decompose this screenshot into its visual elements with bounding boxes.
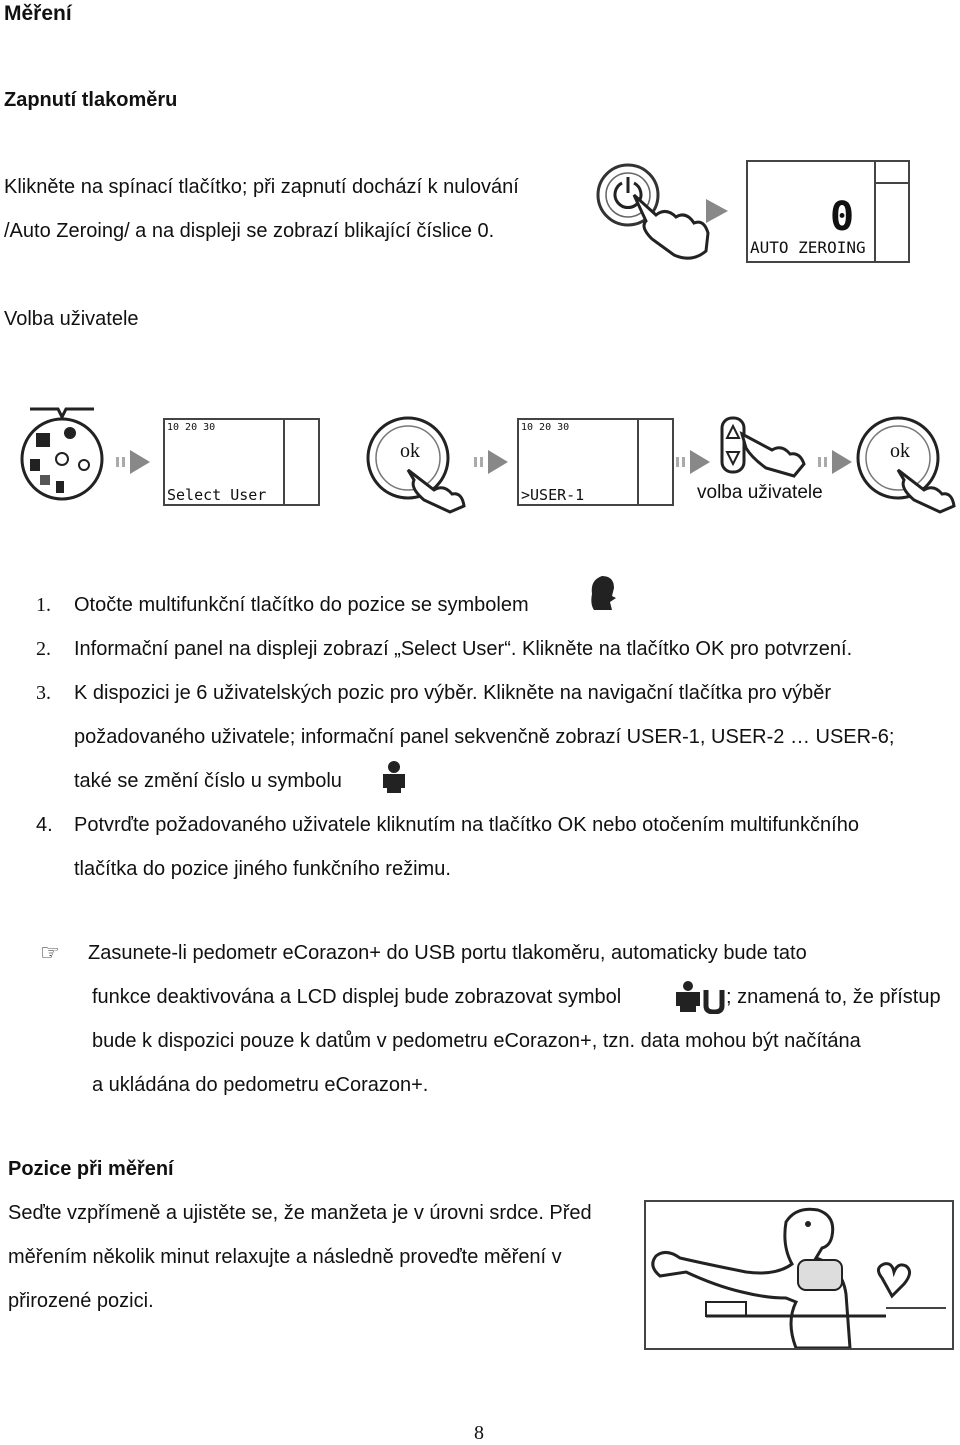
paragraph-line: Klikněte na spínací tlačítko; při zapnutí dochází k nulování — [4, 176, 519, 198]
section-heading-power-on: Zapnutí tlakoměru — [4, 89, 178, 111]
section-heading-user-select: Volba uživatele — [4, 308, 139, 330]
ok-button-press-illustration — [364, 414, 468, 514]
pointing-hand-icon: ☞ — [40, 940, 60, 965]
navigation-buttons-illustration — [718, 414, 808, 484]
arrow-right-icon — [474, 447, 514, 477]
note-line: ; znamená to, že přístup — [726, 986, 941, 1008]
multifunction-dial-illustration — [18, 403, 106, 503]
note-line: bude k dispozici pouze k datům v pedometru eCorazon+, tzn. data mohou být načítána — [92, 1030, 861, 1052]
lcd-label: Select User — [167, 486, 267, 504]
paragraph-line: Seďte vzpřímeně a ujistěte se, že manžeta je v úrovni srdce. Před — [8, 1202, 592, 1224]
note-line: funkce deaktivována a LCD displej bude zobrazovat symbol — [92, 986, 622, 1008]
user-icon — [380, 760, 408, 794]
paragraph-line: přirozené pozici. — [8, 1290, 154, 1312]
ok-label: ok — [400, 440, 420, 462]
page-number: 8 — [474, 1422, 484, 1444]
lcd-time: 10 20 30 — [167, 422, 216, 433]
user-usb-icon — [674, 980, 728, 1014]
lcd-digit: 0 — [830, 194, 855, 240]
list-item: Potvrďte požadovaného uživatele kliknutím na tlačítko OK nebo otočením multifunkčního — [74, 814, 859, 836]
arrow-right-icon — [116, 447, 156, 477]
lcd-label: AUTO ZEROING — [750, 238, 866, 257]
user-select-caption: volba uživatele — [697, 482, 823, 503]
lcd-label: >USER-1 — [521, 486, 585, 504]
paragraph-line: měřením několik minut relaxujte a následně proveďte měření v — [8, 1246, 562, 1268]
list-item: Informační panel na displeji zobrazí „Select User“. Klikněte na tlačítko OK pro potvrzení. — [74, 638, 853, 660]
arrow-right-icon — [676, 447, 716, 477]
ok-label: ok — [890, 440, 910, 462]
list-number: 4. — [36, 814, 53, 836]
lcd-display-select-user — [163, 418, 320, 506]
note-line: Zasunete-li pedometr eCorazon+ do USB portu tlakoměru, automaticky bude tato — [88, 942, 807, 964]
page-title: Měření — [4, 2, 72, 25]
list-number: 1. — [36, 594, 51, 616]
list-item: Otočte multifunkční tlačítko do pozice se symbolem — [74, 594, 529, 616]
lcd-display-user-1 — [517, 418, 674, 506]
list-number: 3. — [36, 682, 51, 704]
paragraph-line: /Auto Zeroing/ a na displeji se zobrazí blikající číslice 0. — [4, 220, 495, 242]
lcd-time: 10 20 30 — [521, 422, 570, 433]
lcd-display-auto-zeroing — [746, 160, 910, 263]
user-profile-head-icon — [588, 574, 618, 614]
list-item-continuation: tlačítka do pozice jiného funkčního režimu. — [74, 858, 451, 880]
section-heading-position: Pozice při měření — [8, 1158, 174, 1180]
ok-button-press-illustration — [854, 414, 958, 514]
note-line: a ukládána do pedometru eCorazon+. — [92, 1074, 429, 1096]
list-item-continuation: také se změní číslo u symbolu — [74, 770, 342, 792]
arrow-right-icon — [706, 193, 742, 229]
list-item: K dispozici je 6 uživatelských pozic pro výběr. Klikněte na navigační tlačítka pro výběr — [74, 682, 832, 704]
list-item-continuation: požadovaného uživatele; informační panel sekvenčně zobrazí USER-1, USER-2 … USER-6; — [74, 726, 895, 748]
measurement-posture-illustration — [644, 1200, 954, 1350]
list-number: 2. — [36, 638, 51, 660]
arrow-right-icon — [818, 447, 858, 477]
